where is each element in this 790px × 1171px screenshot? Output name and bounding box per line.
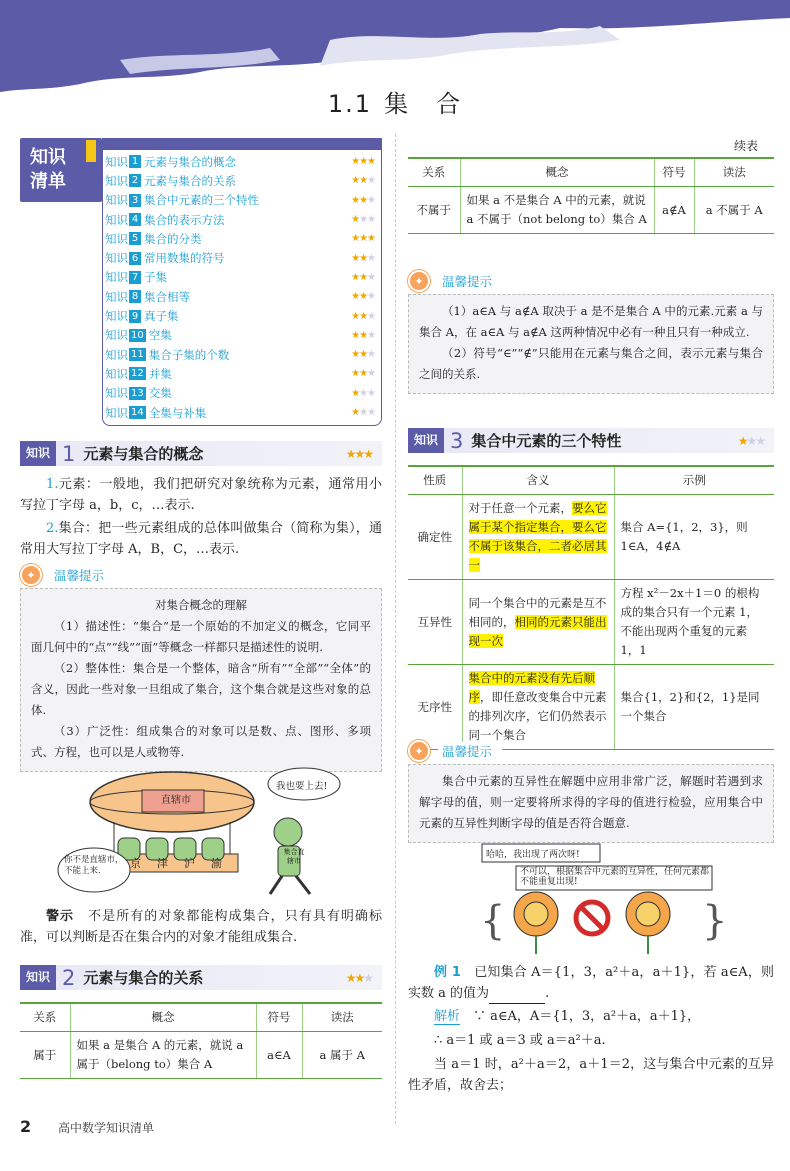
section-title: 元素与集合的关系: [83, 969, 204, 987]
tip-box-3: [408, 740, 774, 843]
item-number: 12: [131, 368, 144, 380]
speech-bubble-right: 我也要上去!: [276, 781, 328, 792]
rating-stars-icon: ★★★: [345, 970, 372, 985]
item-label: 集合子集的个数: [148, 347, 230, 362]
item-prefix: 知识: [105, 251, 128, 266]
tip-box-1: [20, 564, 382, 772]
item-label: 集合中元素的三个特性: [144, 193, 259, 208]
item-prefix: 知识: [105, 328, 128, 343]
bookmark-flag-icon: [86, 140, 96, 162]
table-row: [408, 580, 774, 665]
table-row: [408, 495, 774, 580]
city-tianjin: 津: [157, 857, 168, 870]
runner-label: 集合直辖市: [283, 848, 305, 865]
table-cell: 不属于: [408, 187, 460, 234]
header-brush-decoration: [0, 0, 790, 90]
knowledge-list-item: [103, 171, 381, 190]
rating-stars-icon: ★★★: [351, 175, 375, 187]
item-number: 5: [129, 232, 141, 245]
table-cell: a∉A: [654, 187, 694, 234]
knowledge-list-box: [102, 150, 382, 426]
speech-bubble-left: 你不是直辖市，不能上来.: [64, 855, 124, 876]
city-shanghai: 沪: [184, 857, 195, 870]
tip-label: 温馨提示: [438, 742, 502, 760]
relation-table: [20, 1002, 382, 1079]
properties-table: [408, 465, 774, 750]
item-prefix: 知识: [105, 309, 128, 324]
section-head-k2: [20, 965, 382, 990]
knowledge-list-item: [103, 403, 381, 422]
table-cell: 互异性: [408, 580, 462, 665]
table-header: 示例: [614, 466, 774, 495]
table-cell: 对于任意一个元素，要么它属于某个指定集合，要么它不属于该集合，二者必居其一: [462, 495, 614, 580]
knowledge-list-item: [103, 384, 381, 403]
section-head-k3: [408, 428, 774, 453]
table-header: 读法: [694, 158, 774, 187]
rating-stars-icon: ★★★: [345, 446, 372, 461]
tip-line: （1）a∈A 与 a∉A 取决于 a 是不是集合 A 中的元素.元素 a 与集合 A，在 a∈A 与 a∉A 这两种情况中必有一种且只有一种成立.: [419, 304, 763, 339]
table-cell: 属于: [20, 1032, 70, 1079]
section-number: 2: [62, 965, 76, 990]
table-cell: 集合中的元素没有先后顺序，即任意改变集合中元素的排列次序，它们仍然表示同一个集合: [462, 665, 614, 750]
knowledge-list-item: [103, 326, 381, 345]
table-header: 关系: [408, 158, 460, 187]
item-number: 2: [129, 174, 141, 187]
table-cell: 方程 x²－2x＋1＝0 的根构成的集合只有一个元素 1，不能出现两个重复的元素 1，1: [614, 580, 774, 665]
answer-blank[interactable]: [489, 990, 545, 1004]
item-label: 常用数集的符号: [144, 251, 225, 266]
section-title: 集合中元素的三个特性: [471, 432, 622, 450]
item-number: 8: [129, 290, 141, 303]
knowledge-list-item: [103, 287, 381, 306]
table-cell: 集合{1，2}和{2，1}是同一个集合: [614, 665, 774, 750]
knowledge-list: [20, 138, 382, 426]
tip-line: （3）广泛性：组成集合的对象可以是数、点、图形、多项式、方程，也可以是人或物等.: [31, 724, 371, 759]
tip-label: 温馨提示: [50, 566, 114, 584]
table-cell: 无序性: [408, 665, 462, 750]
rating-stars-icon: ★★★: [351, 252, 375, 264]
section-tag: 知识: [20, 965, 56, 990]
paragraph-element: 1.元素：一般地，我们把研究对象统称为元素，通常用小写拉丁字母 a，b，c，…表示.: [20, 477, 382, 513]
item-prefix: 知识: [105, 347, 128, 362]
rating-stars-icon: ★★★: [351, 233, 375, 245]
section-head-k1: [20, 441, 382, 466]
table-cell: 确定性: [408, 495, 462, 580]
item-label: 集合的分类: [144, 231, 202, 246]
rating-stars-icon: ★★★: [351, 194, 375, 206]
table-row: [20, 1032, 382, 1079]
section-tag: 知识: [408, 428, 444, 453]
item-label: 集合的表示方法: [144, 212, 225, 227]
city-chongqing: 渝: [211, 857, 222, 870]
item-label: 全集与补集: [148, 405, 207, 420]
rating-stars-icon: ★★★: [351, 156, 375, 168]
lightbulb-icon: ✦: [408, 270, 430, 292]
item-prefix: 知识: [105, 193, 128, 208]
table-header: 概念: [460, 158, 654, 187]
tip-line: 集合中元素的互异性在解题中应用非常广泛，解题时若遇到求解字母的值，则一定要将所求得的字母的值进行检验，应用集合中元素的互异性判断字母的值是否符合题意.: [419, 774, 763, 830]
continued-label: 续表: [734, 139, 759, 153]
knowledge-list-item: [103, 306, 381, 325]
item-number: 10: [131, 329, 144, 341]
item-number: 11: [131, 349, 144, 361]
knowledge-list-item: [103, 152, 381, 171]
knowledge-list-item: [103, 345, 381, 364]
item-number: 1: [129, 155, 141, 168]
lightbulb-icon: ✦: [20, 564, 42, 586]
rating-stars-icon: ★★★: [351, 214, 375, 226]
knowledge-list-item: [103, 191, 381, 210]
rating-stars-icon: ★★★: [351, 368, 375, 380]
page-title: 1.1 集 合: [327, 90, 463, 118]
item-prefix: 知识: [105, 405, 128, 420]
svg-text:{: {: [480, 898, 506, 944]
table-cell: 如果 a 是集合 A 的元素，就说 a 属于（belong to）集合 A: [70, 1032, 256, 1079]
rating-stars-icon: ★★★: [737, 433, 764, 448]
section-number: 3: [450, 428, 464, 453]
knowledge-list-item: [103, 248, 381, 267]
item-prefix: 知识: [105, 212, 128, 227]
tip-box-2: [408, 270, 774, 394]
table-row: [408, 187, 774, 234]
tip-subtitle: 对集合概念的理解: [155, 598, 247, 612]
item-number: 7: [129, 271, 141, 284]
item-number: 6: [129, 252, 141, 265]
tip-line: （2）整体性：集合是一个整体，暗含“所有”“全部”“全体”的含义，因此一些对象一旦组成了集合，这个集合就是这些对象的总体.: [31, 661, 371, 717]
knowledge-list-item: [103, 229, 381, 248]
tip-line: （1）描述性：“集合”是一个原始的不加定义的概念，它同平面几何中的“点”“线”“面”等概念一样都只是描述性的说明.: [31, 619, 371, 654]
analysis-line-2: ∴ a＝1 或 a＝3 或 a＝a²＋a.: [434, 1033, 606, 1048]
item-label: 子集: [144, 270, 167, 285]
rating-stars-icon: ★★★: [351, 407, 375, 418]
item-prefix: 知识: [105, 366, 128, 381]
table-header: 概念: [70, 1003, 256, 1032]
item-label: 交集: [148, 386, 172, 401]
item-number: 9: [129, 310, 141, 323]
section-title: 元素与集合的概念: [83, 445, 204, 463]
table-header: 符号: [654, 158, 694, 187]
table-cell: 同一个集合中的元素是互不相同的，相同的元素只能出现一次: [462, 580, 614, 665]
example-1: 例 1 已知集合 A＝{1，3，a²＋a，a＋1}，若 a∈A，则实数 a 的值为 .: [408, 962, 774, 1004]
lightbulb-icon: ✦: [408, 740, 430, 762]
section-number: 1: [62, 441, 76, 466]
item-label: 空集: [148, 328, 172, 343]
speech-bubble-middle: 不可以，根据集合中元素的互异性，任何元素都不能重复出现!: [520, 867, 710, 887]
table-header: 读法: [302, 1003, 382, 1032]
svg-text:}: }: [702, 898, 728, 944]
rating-stars-icon: ★★★: [351, 387, 375, 399]
blimp-label: 直辖市: [161, 795, 191, 806]
paragraph-set: 2.集合：把一些元素组成的总体叫做集合（简称为集），通常用大写拉丁字母 A，B，C，…表示.: [20, 521, 382, 557]
knowledge-list-item: [103, 210, 381, 229]
knowledge-list-item: [103, 268, 381, 287]
page-number: 2: [20, 1117, 32, 1136]
rating-stars-icon: ★★★: [351, 291, 375, 303]
table-header: 性质: [408, 466, 462, 495]
rating-stars-icon: ★★★: [351, 329, 375, 341]
item-number: 13: [131, 387, 144, 399]
item-prefix: 知识: [105, 270, 128, 285]
city-beijing: 京: [130, 857, 141, 870]
table-header: 关系: [20, 1003, 70, 1032]
knowledge-list-tag: 知识 清单: [20, 138, 102, 202]
tip-label: 温馨提示: [438, 272, 502, 290]
item-label: 并集: [148, 366, 172, 381]
analysis-line-3: 当 a＝1 时，a²＋a＝2，a＋1＝2，这与集合中元素的互异性矛盾，故舍去；: [408, 1057, 774, 1093]
city-labels: [122, 855, 230, 871]
item-label: 真子集: [144, 309, 179, 324]
item-number: 3: [129, 194, 141, 207]
rating-stars-icon: ★★★: [351, 310, 375, 322]
analysis-line-1: 解析 ∵ a∈A，A＝{1，3，a²＋a，a＋1}，: [434, 1009, 701, 1024]
section-tag: 知识: [20, 441, 56, 466]
table-cell: 如果 a 不是集合 A 中的元素，就说 a 不属于（not belong to）集合 A: [460, 187, 654, 234]
item-prefix: 知识: [105, 173, 128, 188]
item-prefix: 知识: [105, 386, 128, 401]
speech-bubble-top: 哈哈，我出现了两次呀!: [486, 850, 580, 860]
item-label: 元素与集合的关系: [144, 173, 236, 188]
book-title: 高中数学知识清单: [58, 1121, 155, 1135]
relation-table-continued: [408, 157, 774, 234]
item-label: 元素与集合的概念: [144, 154, 236, 169]
table-header: 符号: [256, 1003, 302, 1032]
table-cell: a∈A: [256, 1032, 302, 1079]
item-prefix: 知识: [105, 289, 128, 304]
knowledge-list-band: [102, 138, 382, 150]
rating-stars-icon: ★★★: [351, 349, 375, 361]
tip-line: （2）符号“∈”“∉”只能用在元素与集合之间，表示元素与集合之间的关系.: [419, 346, 763, 381]
knowledge-list-item: [103, 364, 381, 383]
item-prefix: 知识: [105, 154, 128, 169]
table-row: [408, 665, 774, 750]
rating-stars-icon: ★★★: [351, 271, 375, 283]
item-prefix: 知识: [105, 231, 128, 246]
item-label: 集合相等: [144, 289, 190, 304]
table-header: 含义: [462, 466, 614, 495]
item-number: 14: [131, 407, 144, 418]
item-number: 4: [129, 213, 141, 226]
warning-paragraph: 警示 不是所有的对象都能构成集合，只有具有明确标准，可以判断是否在集合内的对象才能组成集合.: [20, 909, 382, 945]
table-cell: a 属于 A: [302, 1032, 382, 1079]
table-cell: a 不属于 A: [694, 187, 774, 234]
column-divider: [395, 134, 396, 1124]
table-cell: 集合 A={1，2，3}，则 1∈A，4∉A: [614, 495, 774, 580]
